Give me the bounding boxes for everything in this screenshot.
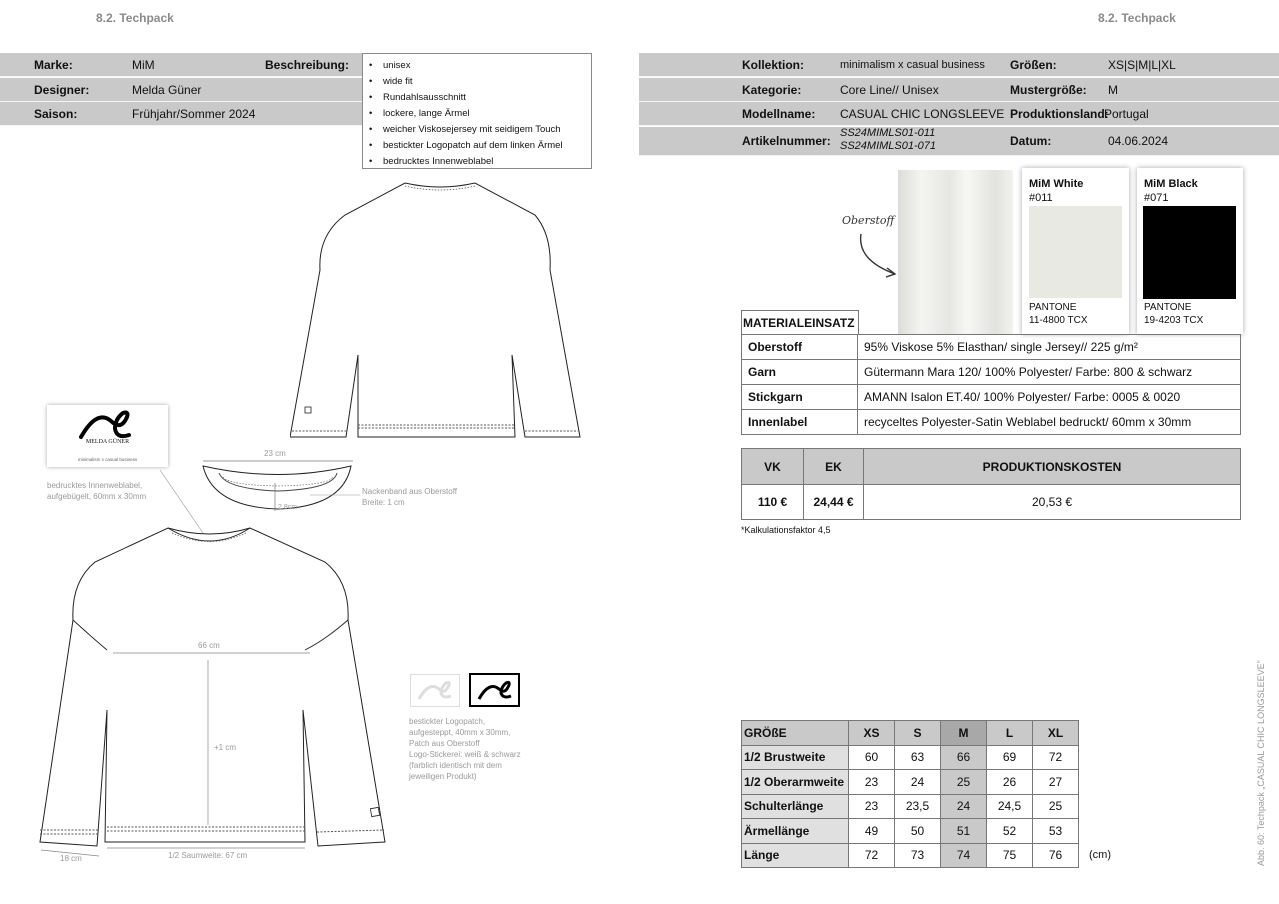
produktionsland-label: Produktionsland:	[1010, 107, 1109, 121]
description-item: • Rundahlsausschnitt	[369, 90, 591, 106]
size-unit: (cm)	[1089, 849, 1111, 861]
ek-value: 24,44 €	[804, 485, 864, 520]
hem-measure-label: 1/2 Saumweite: 67 cm	[168, 851, 248, 860]
marke-value: MiM	[132, 58, 155, 72]
front-view-sketch	[35, 520, 405, 865]
table-row: GRÖßE XS S M L XL	[742, 721, 1079, 746]
logo-patch-black	[469, 673, 520, 707]
description-item: • bedrucktes Innenweblabel	[369, 154, 591, 170]
right-header-row-4	[639, 127, 1279, 156]
groessen-label: Größen:	[1010, 58, 1057, 72]
vk-value: 110 €	[742, 485, 804, 520]
artikelnummer-values	[840, 127, 936, 153]
table-row: Schulterlänge 23 23,5 24 24,5 25	[742, 794, 1079, 819]
logopatch-note: bestickter Logopatch, aufgesteppt, 40mm x 30mm, Patch aus Oberstoff Logo-Stickerei: weiß & schwarz (farblich identisch mit dem jeweiligen Produkt)	[409, 717, 521, 781]
artikelnummer-value-1: SS24MIMLS01-011	[840, 127, 936, 139]
vk-header: VK	[742, 449, 804, 485]
artikelnummer-label: Artikelnummer:	[742, 134, 831, 148]
table-row: Innenlabel recyceltes Polyester-Satin Weblabel bedruckt/ 60mm x 30mm	[742, 410, 1241, 435]
mustergroesse-label: Mustergröße:	[1010, 83, 1087, 97]
size-table	[741, 720, 1079, 868]
label-tagline: minimalism x casual business	[77, 457, 138, 462]
curved-arrow-icon	[855, 232, 900, 280]
groessen-value: XS|S|M|L|XL	[1108, 58, 1176, 72]
kollektion-label: Kollektion:	[742, 58, 804, 72]
saison-value: Frühjahr/Sommer 2024	[132, 107, 256, 121]
marke-label: Marke:	[34, 58, 73, 72]
description-box	[362, 53, 592, 169]
logo-patch-white	[410, 674, 460, 707]
designer-label: Designer:	[34, 83, 90, 97]
swatch-card-white	[1022, 168, 1129, 334]
kategorie-value: Core Line// Unisex	[840, 83, 939, 97]
swatch-card-black	[1137, 168, 1243, 334]
description-item: • wide fit	[369, 74, 591, 90]
table-row: Stickgarn AMANN Isalon ET.40/ 100% Polyester/ Farbe: 0005 & 0020	[742, 385, 1241, 410]
neck-width-label: 23 cm	[264, 449, 286, 458]
saison-label: Saison:	[34, 107, 78, 121]
table-row: Garn Gütermann Mara 120/ 100% Polyester/ Farbe: 800 & schwarz	[742, 360, 1241, 385]
length-measure-label: +1 cm	[214, 743, 237, 752]
pk-header: PRODUKTIONSKOSTEN	[864, 449, 1241, 485]
swatch-white-color	[1029, 206, 1122, 298]
innenlabel-note: bedrucktes Innenweblabel, aufgebügelt, 60mm x 30mm	[47, 481, 147, 501]
ek-header: EK	[804, 449, 864, 485]
fabric-photo	[898, 170, 1013, 335]
logo-patch-black-icon	[471, 675, 518, 705]
material-title: MATERIALEINSATZ	[741, 310, 859, 334]
logo-patch-white-icon	[411, 675, 459, 706]
cost-table	[741, 448, 1241, 520]
swatch-black-pantone: PANTONE 19-4203 TCX	[1144, 302, 1204, 326]
nackenband-note: Nackenband aus Oberstoff Breite: 1 cm	[362, 487, 458, 507]
section-title-right: 8.2. Techpack	[1098, 11, 1176, 25]
table-row: Länge 72 73 74 75 76	[742, 843, 1079, 868]
brand-logo-icon	[77, 407, 137, 441]
section-title-left: 8.2. Techpack	[96, 11, 174, 25]
label-brand: MELDA GÜNER	[85, 439, 130, 445]
table-row: Oberstoff 95% Viskose 5% Elasthan/ single Jersey// 225 g/m²	[742, 335, 1241, 360]
pk-value: 20,53 €	[864, 485, 1241, 520]
swatch-black-color	[1143, 206, 1236, 299]
material-table	[741, 334, 1241, 435]
datum-value: 04.06.2024	[1108, 134, 1169, 148]
back-view-sketch	[290, 175, 590, 445]
kollektion-value: minimalism x casual business	[840, 59, 985, 71]
fabric-note: Oberstoff	[842, 214, 895, 227]
produktionsland-value: Portugal	[1104, 107, 1149, 121]
swatch-white-name: MiM White	[1029, 178, 1084, 190]
inner-label-card	[47, 405, 168, 467]
modellname-label: Modellname:	[742, 107, 816, 121]
kategorie-label: Kategorie:	[742, 83, 802, 97]
description-item: • lockere, lange Ärmel	[369, 106, 591, 122]
cuff-measure-label: 18 cm	[60, 854, 82, 863]
table-row: Ärmellänge 49 50 51 52 53	[742, 819, 1079, 844]
table-row: 1/2 Oberarmweite 23 24 25 26 27	[742, 770, 1079, 795]
modellname-value: CASUAL CHIC LONGSLEEVE	[840, 107, 1005, 121]
designer-value: Melda Güner	[132, 83, 202, 97]
table-row: 1/2 Brustweite 60 63 66 69 72	[742, 745, 1079, 770]
beschreibung-label: Beschreibung:	[265, 58, 350, 72]
swatch-white-pantone: PANTONE 11-4800 TCX	[1029, 302, 1088, 326]
right-header-row-2	[639, 78, 1279, 102]
swatch-white-code: #011	[1029, 192, 1053, 204]
description-item: • weicher Viskosejersey mit seidigem Touch	[369, 122, 591, 138]
figure-caption: Abb. 60: Techpack „CASUAL CHIC LONGSLEEVE"	[1256, 660, 1266, 866]
mustergroesse-value: M	[1108, 83, 1118, 97]
kalkulation-note: *Kalkulationsfaktor 4,5	[741, 525, 831, 535]
swatch-black-code: #071	[1144, 192, 1169, 204]
chest-measure-label: 66 cm	[198, 641, 220, 650]
swatch-black-name: MiM Black	[1144, 178, 1198, 190]
description-item: • unisex	[369, 58, 591, 74]
description-item: • bestickter Logopatch auf dem linken Ärmel	[369, 138, 591, 154]
neck-depth-label: 2,8cm	[278, 504, 298, 511]
datum-label: Datum:	[1010, 134, 1052, 148]
artikelnummer-value-2: SS24MIMLS01-071	[840, 140, 936, 152]
